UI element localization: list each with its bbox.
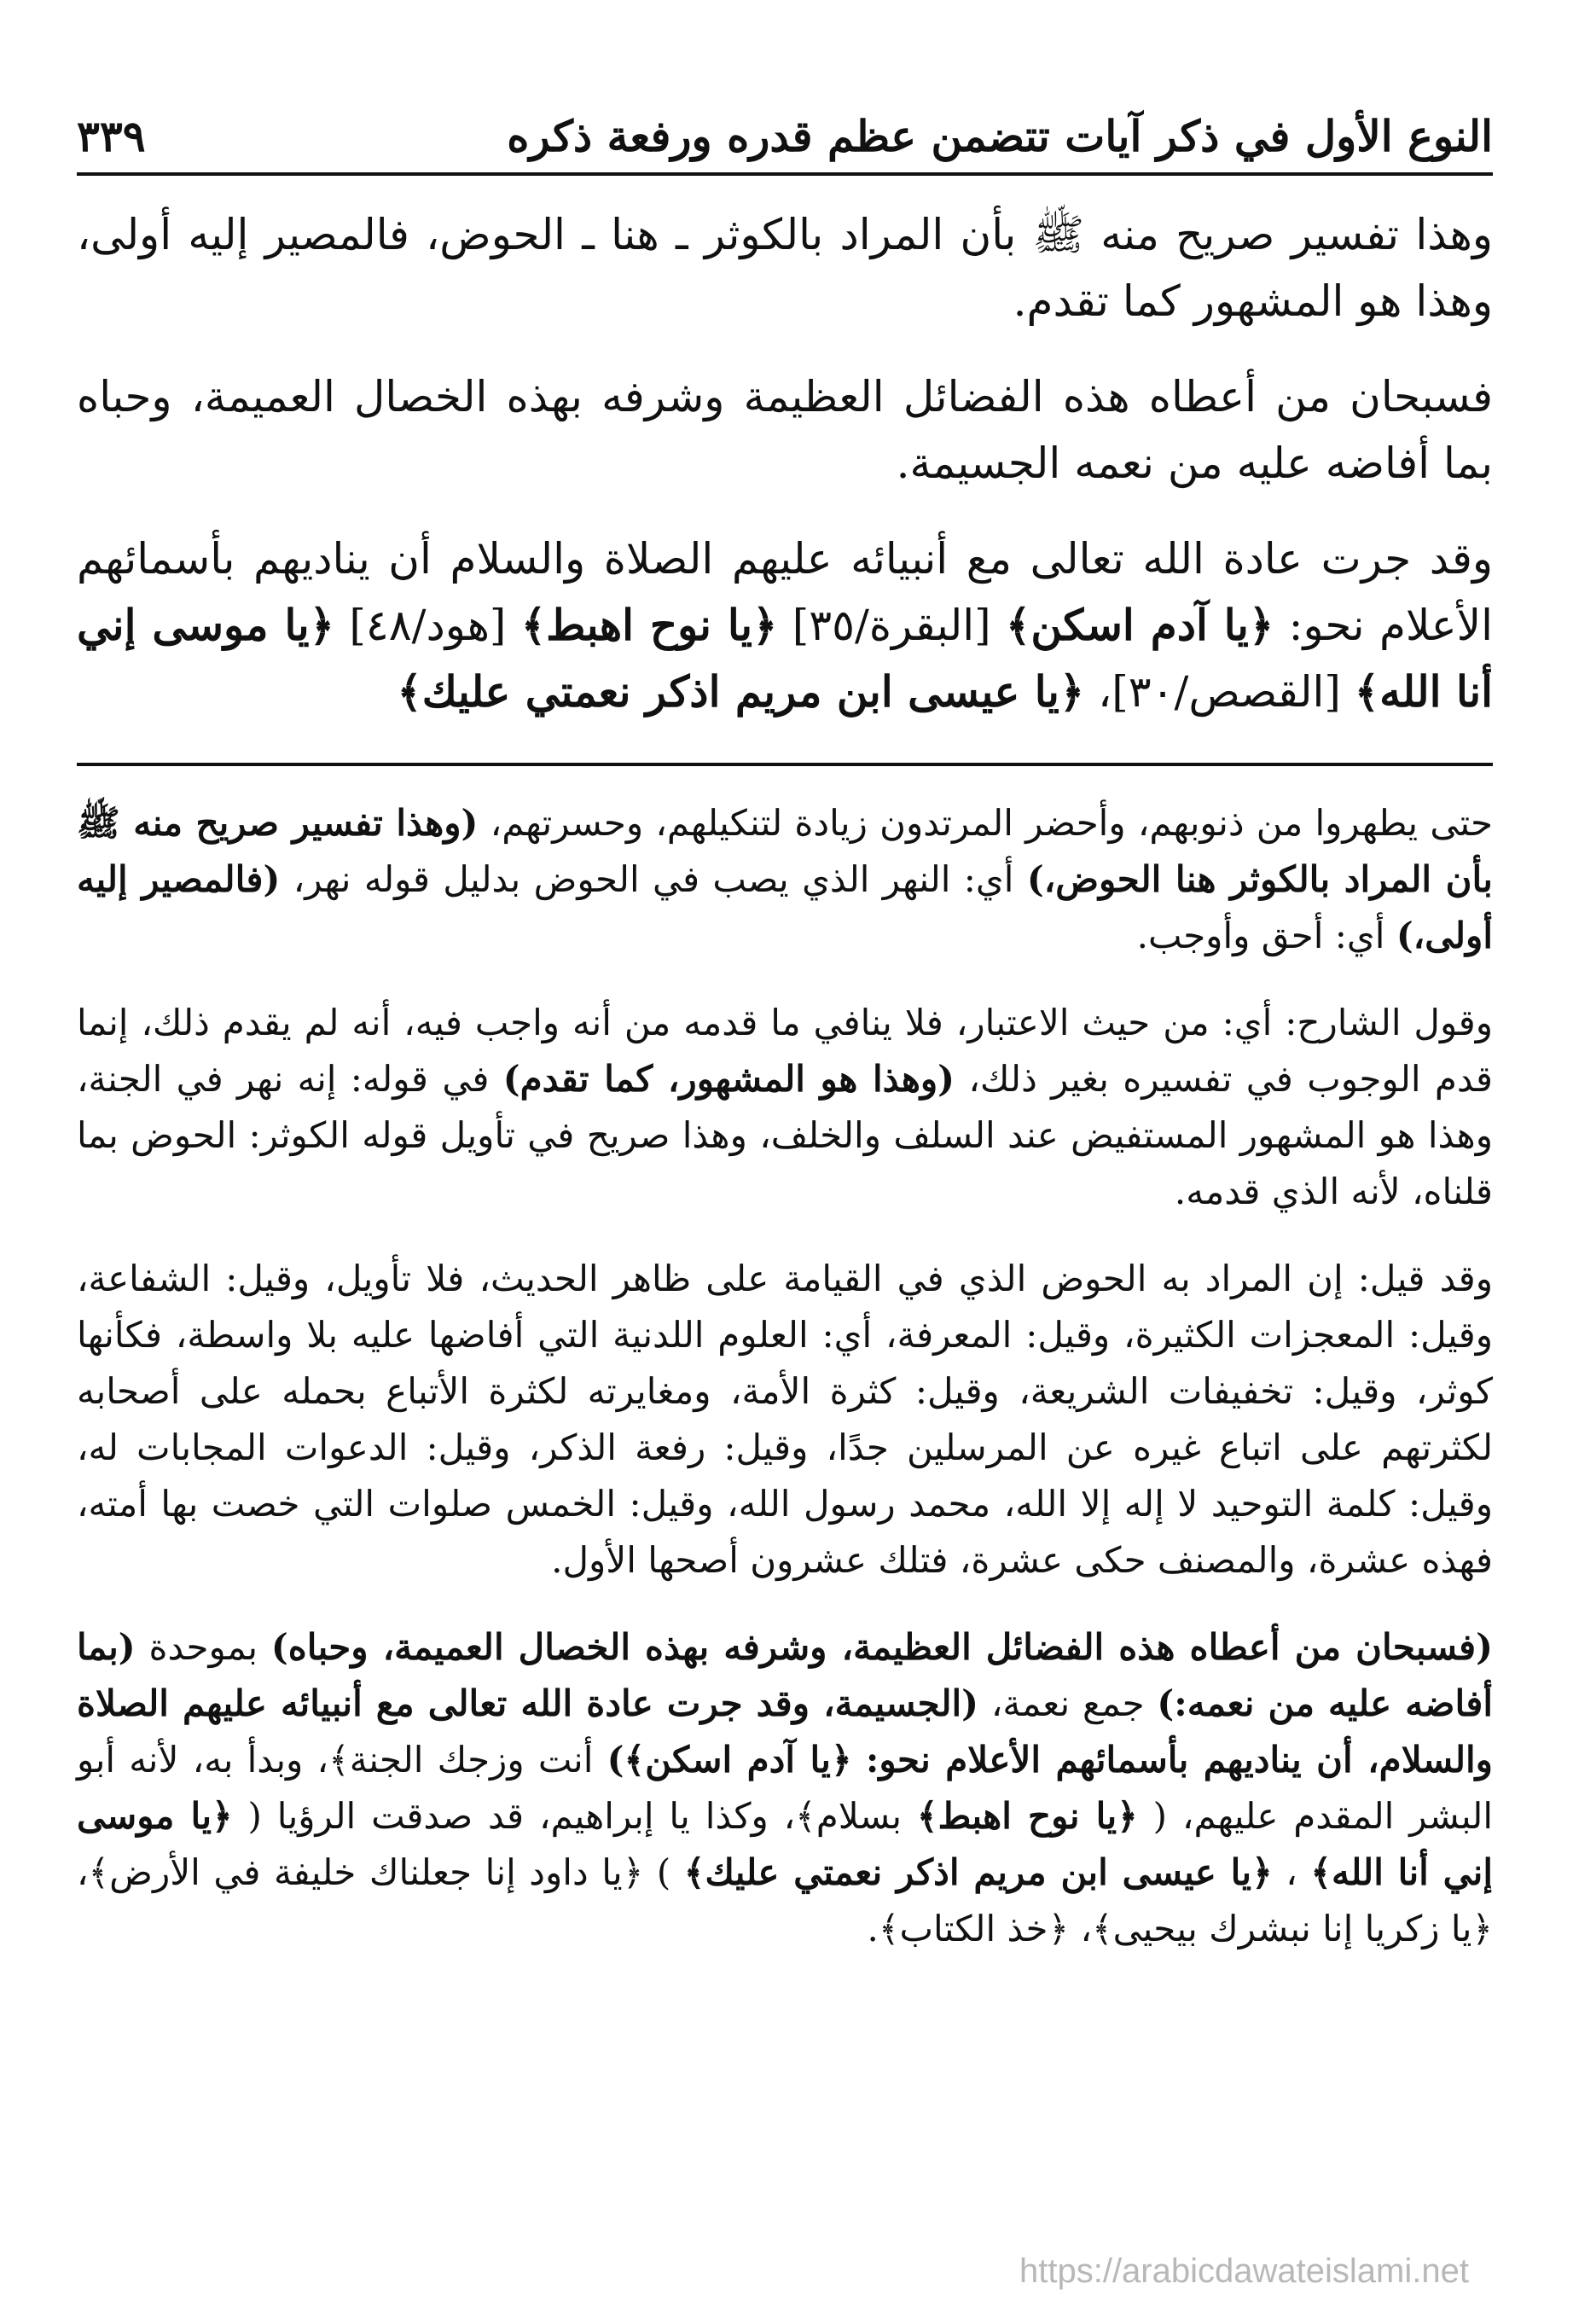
quran-verse-adam: ﴿يا آدم اسكن﴾ [1006,600,1274,650]
c4-i: بسلام﴾، وكذا يا إبراهيم، قد صدقت الرؤيا ( [247,1795,903,1837]
c4-c: (بما أفاضه عليه من نعمه:) [77,1626,1494,1724]
watermark-url: https://arabicdawateislami.net [1019,2252,1469,2290]
quran-verse-nuh: ﴿يا نوح اهبط﴾ [520,600,778,650]
c1-b: (وهذا تفسير صريح منه ﷺ بأن المراد بالكوثر هنا الحوض،) [77,802,1494,900]
main-p3-intro: وقد جرت عادة الله تعالى مع أنبيائه عليهم الصلاة والسلام أن يناديهم بأسمائهم الأعلام نحو: [77,534,1493,650]
c2-c: في قوله: إنه نهر في الجنة، وهذا هو المشهور المستفيض عند السلف والخلف، وهذا صريح في تأويل قوله الكوثر: الحوض بما قلناه، لأنه الذي قدمه. [77,1058,1493,1212]
commentary-paragraph-4 [77,1619,1493,1957]
c4-a: (فسبحان من أعطاه هذه الفضائل العظيمة، وشرفه بهذه الخصال العميمة، وحباه) [270,1626,1493,1668]
c2-a: وقول الشارح: أي: من حيث الاعتبار، فلا ينافي ما قدمه من أنه واجب فيه، أنه لم يقدم ذلك، إنما قدم الوجوب في تفسيره بغير ذلك، [77,1002,1494,1100]
c1-a: حتى يطهروا من ذنوبهم، وأحضر المرتدون زيادة لتنكيلهم، وحسرتهم، [490,802,1493,844]
running-title: النوع الأول في ذكر آيات تتضمن عظم قدره ورفعة ذكره [507,111,1493,161]
c1-d: (فالمصير إليه أولى،) [77,858,1493,956]
c1-e: أي: أحق وأوجب. [1136,915,1385,956]
main-paragraph-2: فسبحان من أعطاه هذه الفضائل العظيمة وشرفه بهذه الخصال العميمة، وحباه بما أفاضه عليه من نعمه الجسيمة. [77,372,1493,488]
c4-e: (الجسيمة، وقد جرت عادة الله تعالى مع أنبيائه عليهم الصلاة والسلام، أن يناديهم بأسمائهم الأعلام نحو: [77,1682,1493,1781]
footnote-separator [77,763,1493,766]
c1-c: أي: النهر الذي يصب في الحوض بدليل قوله نهر، [293,858,1014,900]
page-header [77,94,1493,176]
commentary-text [77,795,1493,1957]
page-number: ٣٣٩ [77,111,146,161]
verse-ref-qasas: [القصص/٣٠]، [1098,667,1341,717]
quran-verse-isa: ﴿يا عيسى ابن مريم اذكر نعمتي عليك﴾ [397,666,1085,717]
quran-verse-musa: ﴿يا موسى إني أنا الله﴾ [77,600,1493,717]
c4-j: ﴿يا موسى إني أنا الله﴾ [77,1795,1493,1893]
c4-m: ) ﴿يا داود إنا جعلناك خليفة في الأرض﴾، ﴿يا زكريا إنا نبشرك بيحيى﴾، ﴿خذ الكتاب﴾. [77,1851,1493,1949]
c4-d: جمع نعمة، [990,1682,1145,1724]
main-paragraph-3 [77,526,1493,725]
c4-k: ، [1286,1851,1297,1893]
verse-ref-hud: [هود/٤٨] [349,601,507,650]
commentary-paragraph-1 [77,795,1493,964]
main-text [77,201,1493,725]
verse-ref-baqara: [البقرة/٣٥] [792,601,991,650]
c4-f: ﴿يا آدم اسكن﴾) [607,1739,852,1781]
commentary-paragraph-3: وقد قيل: إن المراد به الحوض الذي في القيامة على ظاهر الحديث، فلا تأويل، وقيل: الشفاعة، وقيل: المعجزات الكثيرة، وقيل: المعرفة، أي: العلوم اللدنية التي أفاضها عليه بلا واسطة، فكأنها كوثر، وقيل: تخفيفات الشريعة، وقيل: كثرة الأمة، ومغايرته لكثرة الأتباع بحمله على أصحابه لكثرتهم على اتباع غيره عن المرسلين جدًا، وقيل: رفعة الذكر، وقيل: الدعوات المجابات له، وقيل: كلمة التوحيد لا إله إلا الله، محمد رسول الله، وقيل: الخمس صلوات التي خصت بها أمته، فهذه عشرة، والمصنف حكى عشرة، فتلك عشرون أصحها الأول. [77,1258,1493,1581]
book-page [77,94,1493,1988]
c4-h: ﴿يا نوح اهبط﴾ [916,1795,1138,1837]
main-paragraph-1: وهذا تفسير صريح منه ﷺ بأن المراد بالكوثر ـ هنا ـ الحوض، فالمصير إليه أولى، وهذا هو المشهور كما تقدم. [77,210,1493,326]
c4-g: أنت وزجك الجنة﴾، وبدأ به، لأنه أبو البشر المقدم عليهم، ( [77,1739,1493,1837]
c4-b: بموحدة [148,1626,258,1668]
c4-l: ﴿يا عيسى ابن مريم اذكر نعمتي عليك﴾ [683,1851,1273,1893]
c2-b: (وهذا هو المشهور، كما تقدم) [502,1058,955,1100]
commentary-paragraph-2 [77,995,1493,1220]
